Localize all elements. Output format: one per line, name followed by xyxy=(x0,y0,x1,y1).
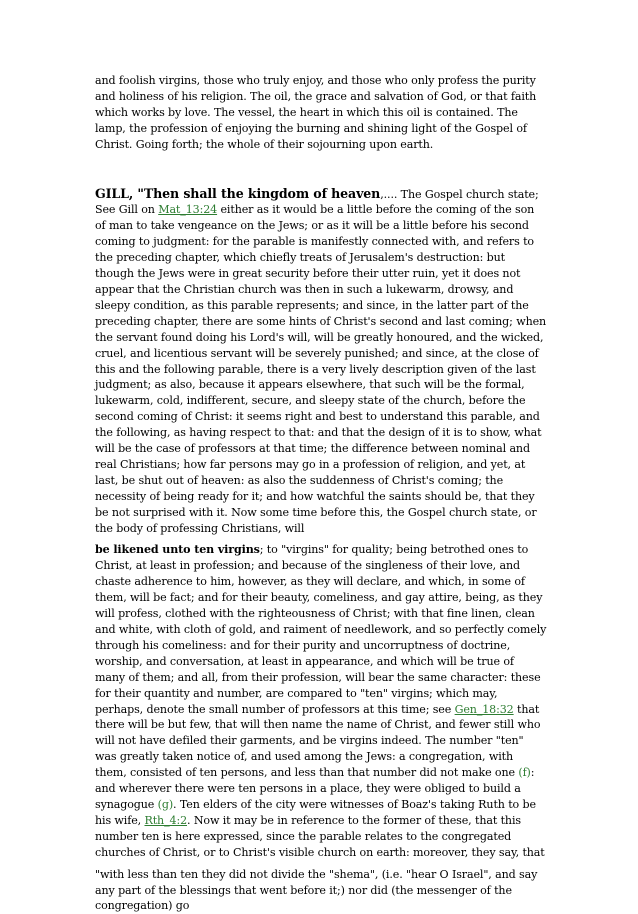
paragraph-text: either as it would be a little before the coming of the son of man to take vengeance on the Jews; or as it will be a little before his second coming to judgment: for the parable is manifestly connected with, and refers to the preceding chapter, which chiefly treats of Jerusalem's destruction: but though the Jews were in great security before their utter ruin, yet it does not appear that the Christian church was then in such a lukewarm, drowsy, and sleepy condition, as this parable represents; and since, in the latter part of the preceding chapter, there are some hints of Christ's second and last coming; when the servant found doing his Lord's will, will be greatly honoured, and the wicked, cruel, and licentious servant will be severely punished; and since, at the close of this and the following parable, there is a very lively description given of the last judgment; as also, because it appears elsewhere, that such will be the formal, lukewarm, cold, indifferent, secure, and sleepy state of the church, before the second coming of Christ: it seems right and best to understand this parable, and the following, as having respect to that: and that the design of it is to show, what will be the case of professors at that time; the difference between nominal and real Christians; how far persons may go in a profession of religion, and yet, at last, be shut out of heaven: as also the suddenness of Christ's coming; the necessity of being ready for it; and how watchful the saints should be, that they be not surprised with it. Now some time before this, the Gospel church state, or the body of professing Christians, will xyxy=(95,203,547,535)
verse-phrase-heading: be likened unto ten virgins xyxy=(95,543,260,557)
scripture-link-mat-13-24[interactable]: Mat_13:24 xyxy=(158,203,218,217)
footnote-ref-g[interactable]: (g) xyxy=(157,797,174,811)
paragraph-intro xyxy=(95,73,547,153)
paragraph-quote xyxy=(95,867,547,914)
document-page xyxy=(95,73,547,914)
paragraph-text: "with less than ten they did not divide the "shema", (i.e. "hear O Israel", and say any part of the blessings that went before it;) nor did (the messenger of the congregation) go xyxy=(95,867,538,913)
scripture-link-gen-18-32[interactable]: Gen_18:32 xyxy=(454,702,514,716)
paragraph-text: : and wherever there were ten persons in a place, they were obliged to build a synagogue xyxy=(95,766,535,811)
footnote-ref-f[interactable]: (f) xyxy=(518,766,531,780)
scripture-link-rth-4-2[interactable]: Rth_4:2 xyxy=(144,813,188,827)
paragraph-text: that there will be but few, that will then name the name of Christ, and fewer still who will not have defiled their garments, and be virgins indeed. The number "ten" was greatly taken notice of, and used among the Jews: a congregation, with them, consisted of ten persons, and less than that number did not make one xyxy=(95,702,541,780)
paragraph-text: . Ten elders of the city were witnesses of Boaz's taking Ruth to be his wife, xyxy=(95,797,536,827)
paragraph-ten-virgins xyxy=(95,542,547,860)
paragraph-text: . Now it may be in reference to the former of these, that this number ten is here expressed, since the parable relates to the congregated churches of Christ, or to Christ's visible church on earth: moreover, they say, that xyxy=(95,813,545,859)
paragraph-text: ,.... The Gospel church state; See Gill on xyxy=(95,187,539,217)
paragraph-text: ; to "virgins" for quality; being betrothed ones to Christ, at least in profession; and because of the singleness of their love, and chaste adherence to him, however, as they will declare, and which, in some of them, will be fact; and for their beauty, comeliness, and gay attire, being, as they will profess, clothed with the righteousness of Christ; with that fine linen, clean and white, with cloth of gold, and raiment of needlework, and so perfectly comely through his comeliness: and for their purity and uncorruptness of doctrine, worship, and conversation, at least in appearance, and which will be true of many of them; and all, from their profession, will bear the same character: these for their quantity and number, are compared to "ten" virgins; which may, perhaps, denote the small number of professors at this time; see xyxy=(95,543,547,716)
paragraph-gill-commentary xyxy=(95,186,547,537)
commentary-heading: GILL, "Then shall the kingdom of heaven xyxy=(95,185,381,201)
paragraph-text: and foolish virgins, those who truly enjoy, and those who only profess the purity and holiness of his religion. The oil, the grace and salvation of God, or that faith which works by love. The vessel, the heart in which this oil is contained. The lamp, the profession of enjoying the burning and shining light of the Gospel of Christ. Going forth; the whole of their sojourning upon earth. xyxy=(95,74,537,151)
